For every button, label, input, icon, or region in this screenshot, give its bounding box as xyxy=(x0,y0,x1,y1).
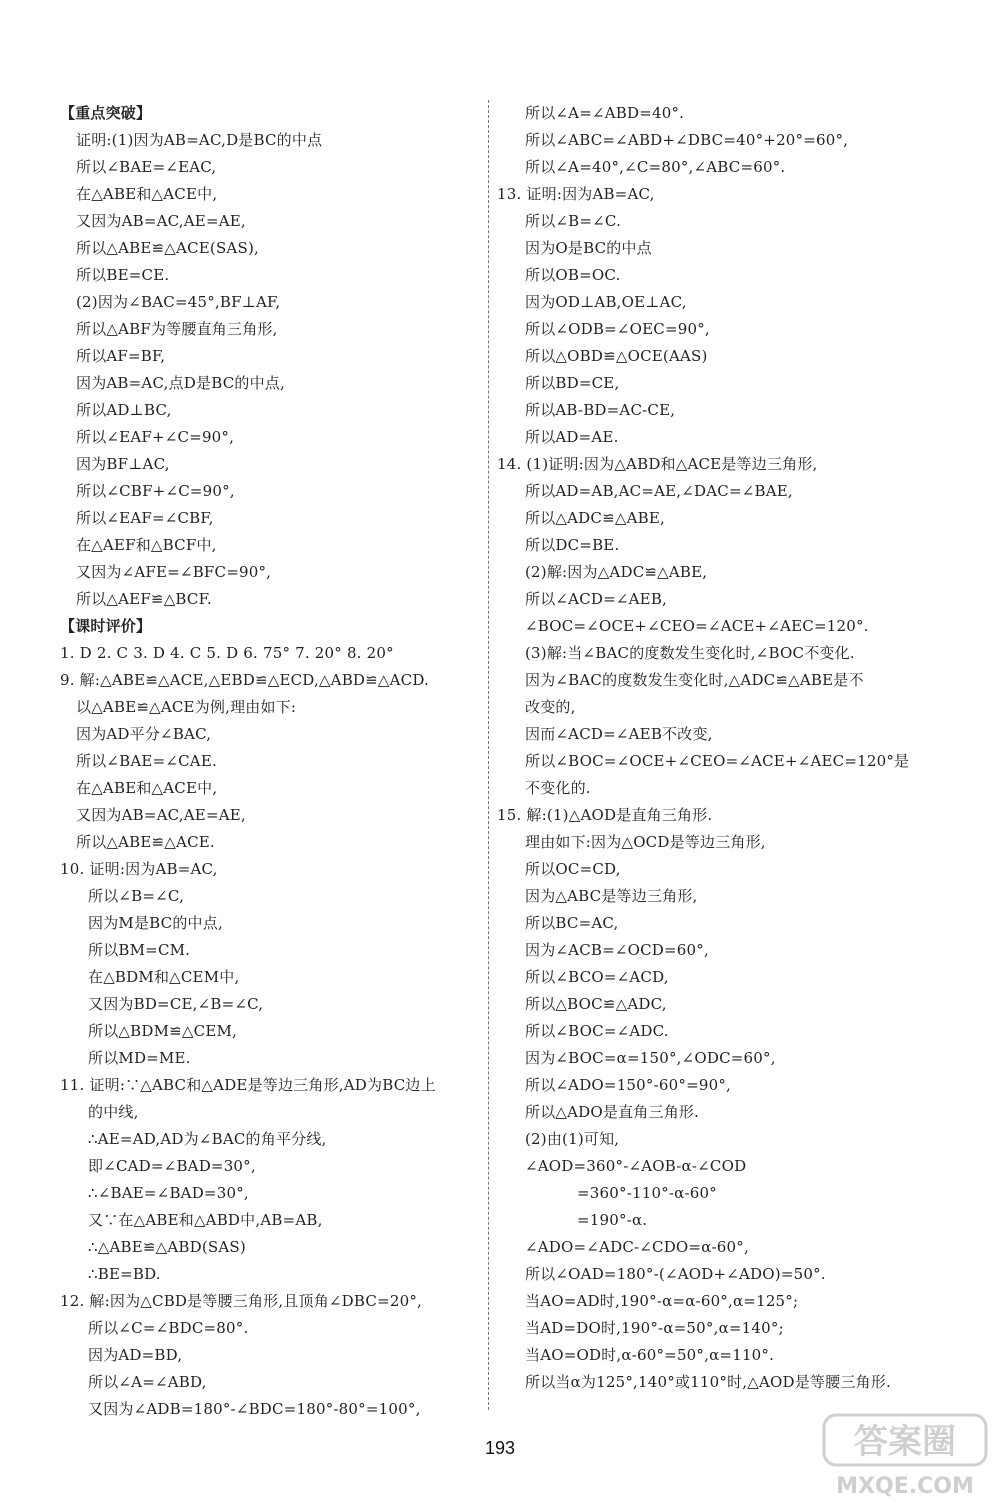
text-line: 所以BD=CE, xyxy=(525,374,620,392)
text-line: 又∵在△ABE和△ABD中,AB=AB, xyxy=(88,1211,323,1229)
text-line: 11. 证明:∵△ABC和△ADE是等边三角形,AD为BC边上 xyxy=(60,1076,436,1094)
text-line: 所以∠B=∠C. xyxy=(525,212,622,230)
svg-text:答案圈: 答案圈 xyxy=(854,1422,956,1462)
section-heading: 【重点突破】 xyxy=(60,104,152,122)
text-line: 所以△ADC≌△ABE, xyxy=(525,509,665,527)
text-line: 所以DC=BE. xyxy=(525,536,620,554)
text-line: 所以∠BAE=∠EAC, xyxy=(76,158,217,176)
svg-text:MXQE.COM: MXQE.COM xyxy=(836,1474,974,1499)
text-line: ∴△ABE≌△ABD(SAS) xyxy=(88,1238,246,1256)
text-line: 因为OD⊥AB,OE⊥AC, xyxy=(525,293,687,311)
watermark-logo xyxy=(820,1411,990,1501)
text-line: 所以BM=CM. xyxy=(88,941,191,959)
text-line: 因为M是BC的中点, xyxy=(88,914,223,932)
text-line: 所以∠BOC=∠OCE+∠CEO=∠ACE+∠AEC=120°是 xyxy=(525,752,910,770)
text-line: 12. 解:因为△CBD是等腰三角形,且顶角∠DBC=20°, xyxy=(60,1292,423,1310)
left-column xyxy=(60,100,480,1423)
text-line: (2)因为∠BAC=45°,BF⊥AF, xyxy=(76,293,281,311)
text-line: 所以∠EAF+∠C=90°, xyxy=(76,428,235,446)
text-line: 10. 证明:因为AB=AC, xyxy=(60,860,218,878)
text-line: 不变化的. xyxy=(525,779,591,797)
text-line: 因为BF⊥AC, xyxy=(76,455,170,473)
text-line: =360°-110°-α-60° xyxy=(577,1184,717,1202)
text-line: 15. 解:(1)△AOD是直角三角形. xyxy=(497,806,713,824)
text-line: 9. 解:△ABE≌△ACE,△EBD≌△ECD,△ABD≌△ACD. xyxy=(60,671,430,689)
text-line: 在△BDM和△CEM中, xyxy=(88,968,240,986)
text-line: 所以∠C=∠BDC=80°. xyxy=(88,1319,249,1337)
text-line: 因为AB=AC,点D是BC的中点, xyxy=(76,374,285,392)
text-line: 所以∠EAF=∠CBF, xyxy=(76,509,214,527)
text-line: ∠ADO=∠ADC-∠CDO=α-60°, xyxy=(525,1238,749,1256)
text-line: 因为O是BC的中点 xyxy=(525,239,652,257)
text-line: =190°-α. xyxy=(577,1211,648,1229)
text-line: 所以当α为125°,140°或110°时,△AOD是等腰三角形. xyxy=(525,1373,891,1391)
text-line: 所以AD=AE. xyxy=(525,428,619,446)
text-line: 所以∠A=40°,∠C=80°,∠ABC=60°. xyxy=(525,158,786,176)
text-line: ∴∠BAE=∠BAD=30°, xyxy=(88,1184,249,1202)
text-line: 因为△ABC是等边三角形, xyxy=(525,887,698,905)
text-line: ∠AOD=360°-∠AOB-α-∠COD xyxy=(525,1157,747,1175)
text-line: 因为∠BOC=α=150°,∠ODC=60°, xyxy=(525,1049,776,1067)
text-line: 所以△ADO是直角三角形. xyxy=(525,1103,700,1121)
text-line: 的中线, xyxy=(88,1103,139,1121)
text-line: 所以△AEF≌△BCF. xyxy=(76,590,212,608)
text-line: ∴AE=AD,AD为∠BAC的角平分线, xyxy=(88,1130,327,1148)
text-line: 在△ABE和△ACE中, xyxy=(76,779,218,797)
text-line: 又因为∠ADB=180°-∠BDC=180°-80°=100°, xyxy=(88,1400,421,1418)
text-line: 在△AEF和△BCF中, xyxy=(76,536,217,554)
text-line: ∠BOC=∠OCE+∠CEO=∠ACE+∠AEC=120°. xyxy=(525,617,869,635)
text-line: 所以∠OAD=180°-(∠AOD+∠ADO)=50°. xyxy=(525,1265,826,1283)
text-line: 理由如下:因为△OCD是等边三角形, xyxy=(525,833,766,851)
text-line: 所以∠BOC=∠ADC. xyxy=(525,1022,669,1040)
text-line: 所以AD⊥BC, xyxy=(76,401,172,419)
text-line: 又因为∠AFE=∠BFC=90°, xyxy=(76,563,272,581)
text-line: 所以AF=BF, xyxy=(76,347,166,365)
text-line: 所以∠ODB=∠OEC=90°, xyxy=(525,320,710,338)
text-line: 所以∠ADO=150°-60°=90°, xyxy=(525,1076,732,1094)
text-line: 又因为AB=AC,AE=AE, xyxy=(76,806,246,824)
text-line: 因为AD=BD, xyxy=(88,1346,183,1364)
text-line: 所以∠ABC=∠ABD+∠DBC=40°+20°=60°, xyxy=(525,131,849,149)
text-line: 所以BC=AC, xyxy=(525,914,619,932)
text-line: 所以△OBD≌△OCE(AAS) xyxy=(525,347,708,365)
text-line: 所以OB=OC. xyxy=(525,266,621,284)
text-line: 所以△BOC≌△ADC, xyxy=(525,995,667,1013)
text-line: 又因为BD=CE,∠B=∠C, xyxy=(88,995,264,1013)
text-line: 所以∠ACD=∠AEB, xyxy=(525,590,668,608)
text-line: 所以OC=CD, xyxy=(525,860,621,878)
text-line: 14. (1)证明:因为△ABD和△ACE是等边三角形, xyxy=(497,455,818,473)
text-line: (2)由(1)可知, xyxy=(525,1130,620,1148)
column-divider xyxy=(488,100,489,1410)
text-line: 因而∠ACD=∠AEB不改变, xyxy=(525,725,713,743)
text-line: (2)解:因为△ADC≌△ABE, xyxy=(525,563,708,581)
section-heading: 【课时评价】 xyxy=(60,617,152,635)
text-line: 又因为AB=AC,AE=AE, xyxy=(76,212,246,230)
text-line: 所以△BDM≌△CEM, xyxy=(88,1022,238,1040)
text-line: 证明:(1)因为AB=AC,D是BC的中点 xyxy=(76,131,323,149)
text-line: 因为AD平分∠BAC, xyxy=(76,725,212,743)
text-line: 所以∠CBF+∠C=90°, xyxy=(76,482,235,500)
text-line: (3)解:当∠BAC的度数发生变化时,∠BOC不变化. xyxy=(525,644,855,662)
text-line: 所以△ABE≌△ACE(SAS), xyxy=(76,239,259,257)
text-line: 所以BE=CE. xyxy=(76,266,170,284)
text-line: 所以AD=AB,AC=AE,∠DAC=∠BAE, xyxy=(525,482,793,500)
text-line: 所以∠A=∠ABD, xyxy=(88,1373,207,1391)
text-line: 因为∠ACB=∠OCD=60°, xyxy=(525,941,709,959)
text-line: 1. D 2. C 3. D 4. C 5. D 6. 75° 7. 20° 8. 20° xyxy=(60,644,394,662)
text-line: 即∠CAD=∠BAD=30°, xyxy=(88,1157,256,1175)
text-line: 在△ABE和△ACE中, xyxy=(76,185,218,203)
text-line: 以△ABE≌△ACE为例,理由如下: xyxy=(76,698,297,716)
text-line: 所以△ABE≌△ACE. xyxy=(76,833,215,851)
text-line: 所以∠BAE=∠CAE. xyxy=(76,752,217,770)
text-line: 改变的, xyxy=(525,698,576,716)
text-line: 因为∠BAC的度数发生变化时,△ADC≌△ABE是不 xyxy=(525,671,864,689)
text-line: ∴BE=BD. xyxy=(88,1265,161,1283)
page-number: 193 xyxy=(484,1438,516,1458)
text-line: 所以MD=ME. xyxy=(88,1049,191,1067)
text-line: 13. 证明:因为AB=AC, xyxy=(497,185,655,203)
text-line: 当AO=OD时,α-60°=50°,α=110°. xyxy=(525,1346,775,1364)
text-line: 所以△ABF为等腰直角三角形, xyxy=(76,320,278,338)
right-column xyxy=(497,100,937,1396)
text-line: 当AO=AD时,190°-α=α-60°,α=125°; xyxy=(525,1292,799,1310)
text-line: 所以∠B=∠C, xyxy=(88,887,185,905)
text-line: 所以∠BCO=∠ACD, xyxy=(525,968,669,986)
text-line: 所以∠A=∠ABD=40°. xyxy=(525,104,685,122)
text-line: 所以AB-BD=AC-CE, xyxy=(525,401,676,419)
text-line: 当AD=DO时,190°-α=50°,α=140°; xyxy=(525,1319,784,1337)
